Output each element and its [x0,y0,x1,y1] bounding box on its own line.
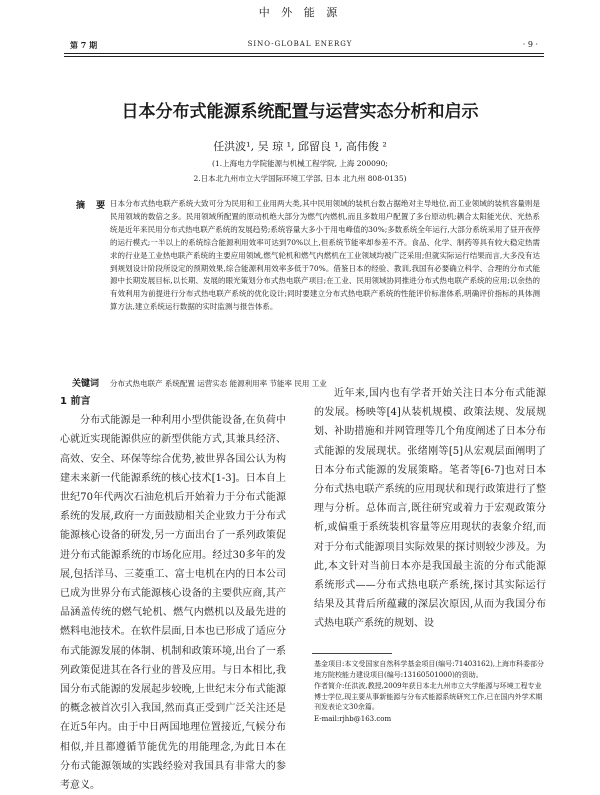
author-list: 任洪波¹, 吴 琼 ¹, 邱留良 ¹, 高伟俊 ² [213,140,387,153]
page-header [0,0,600,50]
issue-number: 第 7 期 [70,40,98,50]
affiliation-2: 2.日本北九州市立大学国际环境工学部, 日本 北九州 808-0135) [193,174,407,183]
left-column [60,392,286,795]
footnote-fund: 基金项目:本文受国家自然科学基金项目(编号:71403162),上海市科委部分地方院校能力建设项目(编号:13160501000)的资助。 [314,660,545,679]
abstract-text: 日本分布式热电联产系统大致可分为民用和工业用两大类,其中民用领域的装机台数占据绝对主导地位,而工业领域的装机容量则是民用领域的数倍之多。民用领域所配置的原动机绝大部分为燃气内燃机,而且多数用户配置了多台原动机;耦合太阳能光伏、光热系统是近年来民用分布式热电联产系统的发展趋势;系统容量大多小于用电峰值的30%;多数系统全年运行,大部分系统采用了昼开夜停的运行模式;一半以上的系统综合能源利用效率可达到70%以上,但系统节能率却参差不齐。食品、化学、制药等具有较大稳定热需求的行业是工业热电联产系统的主要应用领域,燃气轮机和燃气内燃机在工业领域均被广泛采用;但就实际运行结果而言,大多没有达到规划设计阶段所设定的预期效果,综合能源利用效率多低于70%。借鉴日本的经验、教训,我国有必要确立科学、合理的分布式能源中长期发展目标,以长期、发展的眼光策划分布式热电联产项目;在工业、民用领域协同推进分布式热电联产系统的应用;以余热的有效利用为前提进行分布式热电联产系统的优化设计;同时要建立分布式热电联产系统的性能评价标准体系,明确评价指标的具体测算方法,建立系统运行数据的实时监测与报告体系。 [110,199,540,312]
right-column [314,384,546,634]
journal-name-cn: 中 外 能 源 [258,6,342,19]
header-rule-thin [64,56,544,57]
keywords-text: 分布式热电联产 系统配置 运营实态 能源利用率 节能率 民用 工业 [110,379,327,388]
abstract-label: 摘 要 [76,201,110,211]
journal-name-en: SINO-GLOBAL ENERGY [247,40,353,48]
body-paragraph: 分布式能源是一种利用小型供能设备,在负荷中心就近实现能源供应的新型供能方式,其兼具经济、高效、安全、环保等综合优势,被世界各国公认为构建未来新一代能源系统的核心技术[1-3]。日本自上世纪70年代两次石油危机后开始着力于分布式能源系统的发展,政府一方面鼓励相关企业致力于分布式能源核心设备的研发,另一方面出台了一系列政策促进分布式能源系统的市场化应用。经过30多年的发展,包括洋马、三菱重工、富士电机在内的日本公司已成为世界分布式能源核心设备的主要供应商,其产品涵盖传统的燃气轮机、燃气内燃机以及最先进的燃料电池技术。在软件层面,日本也已形成了适应分布式能源发展的体制、机制和政策环境,出台了一系列政策促进其在各行业的普及应用。与日本相比,我国分布式能源的发展起步较晚,上世纪末分布式能源的概念被首次引入我国,然而真正受到广泛关注还是在近5年内。由于中日两国地理位置接近,气候分布相似,并且都遵循节能优先的用能理念,为此日本在分布式能源领域的实践经验对我国具有非常大的参考意义。 [60,415,286,792]
header-rule-thick [64,53,544,54]
article-title: 日本分布式能源系统配置与运营实态分析和启示 [121,102,479,122]
affiliation-1: (1.上海电力学院能源与机械工程学院, 上海 200090; [212,159,388,168]
page-number: · 9 · [522,40,538,49]
keywords-label: 关键词 [72,379,100,389]
section-heading-introduction: 1 前言 [60,396,91,407]
footnote-rule [312,653,392,654]
footnote-email: E-mail:rjhb@163.com [314,714,392,723]
body-paragraph: 近年来,国内也有学者开始关注日本分布式能源的发展。杨映等[4]从装机规模、政策法规、发展规划、补助措施和并网管理等几个角度阐述了日本分布式能源的发展现状。张绪刚等[5]从宏观层面阐明了日本分布式能源的发展策略。笔者等[6-7]也对日本分布式热电联产系统的应用现状和现行政策进行了整理与分析。总体而言,既往研究或着力于宏观政策分析,或偏重于系统装机容量等应用现状的表象介绍,而对于分布式能源项目实际效果的探讨则较少涉及。为此,本文针对当前日本亦是我国最主流的分布式能源系统形式——分布式热电联产系统,探讨其实际运行结果及其背后所蕴藏的深层次原因,从而为我国分布式热电联产系统的规划、设 [314,388,546,630]
footnote-author: 作者简介:任洪波,教授,2009年获日本北九州市立大学能源与环境工程专业博士学位,现主要从事新能源与分布式能源系统研究工作,已在国内外学术期刊发表论文30余篇。 [314,682,543,711]
footnotes [314,659,546,725]
